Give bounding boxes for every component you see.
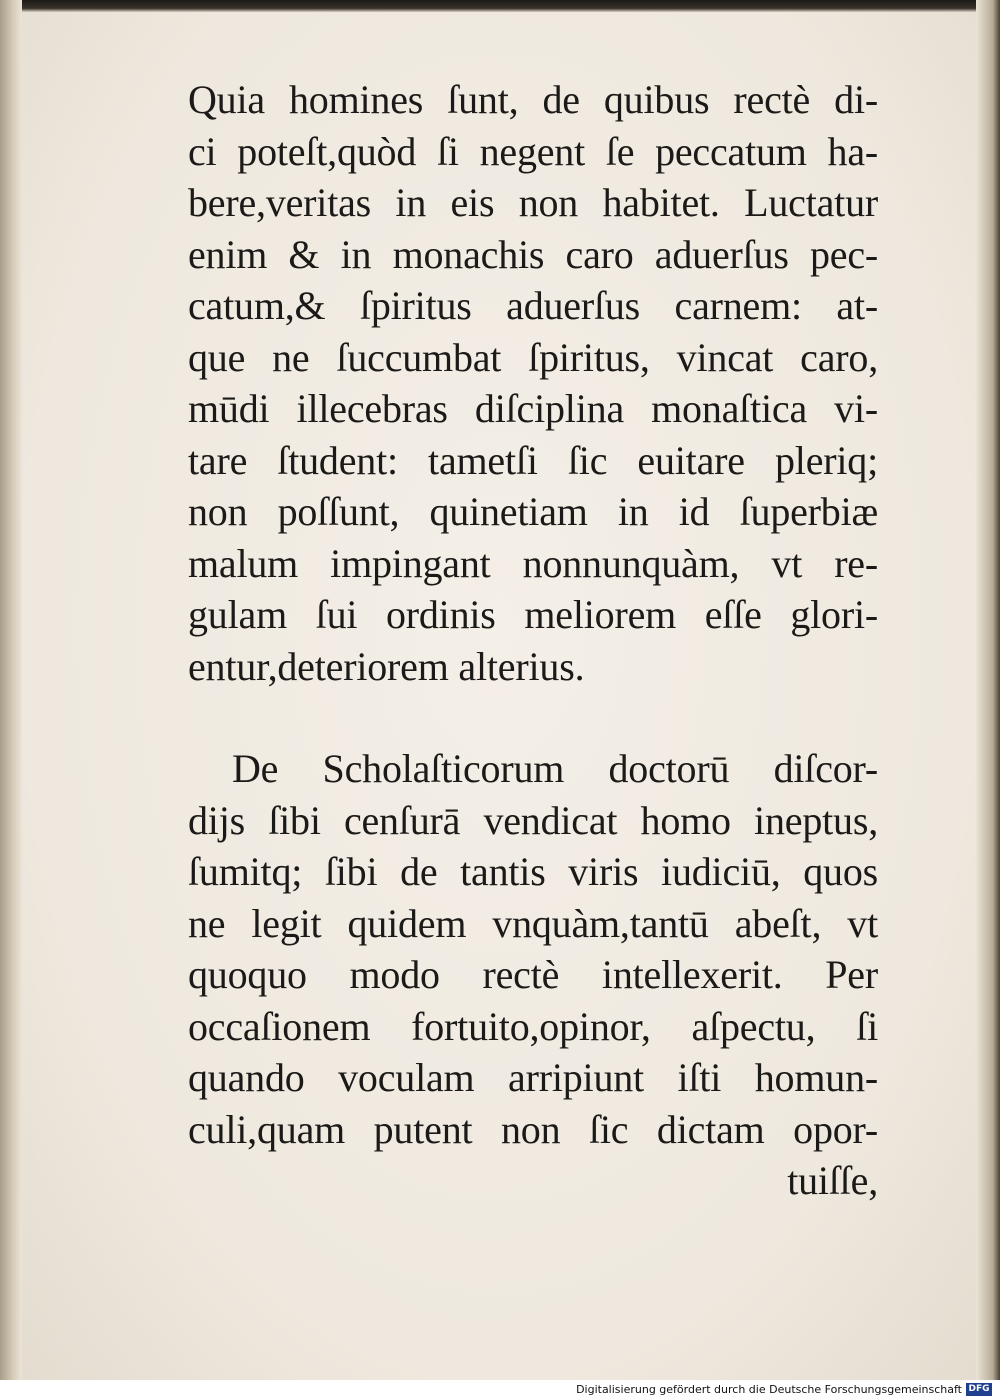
text-line: quoquo modo rectè intellexerit. Per <box>188 952 878 997</box>
text-line: culi,quam putent non ſic dictam opor- <box>188 1106 878 1152</box>
text-line: De Scholaſticorum doctorū diſcor- <box>232 746 878 791</box>
text-line: catum,& ſpiritus aduerſus carnem: at- <box>188 283 878 328</box>
text-line: entur,deteriorem alterius. <box>188 643 585 689</box>
text-line: enim & in monachis caro aduerſus pec- <box>188 231 878 277</box>
funding-credit: Digitalisierung gefördert durch die Deutsche Forschungsgemeinschaft <box>576 1383 962 1396</box>
text-line: gulam ſui ordinis meliorem eſſe glori- <box>188 592 878 637</box>
text-line: quando voculam arripiunt iſti homun- <box>188 1055 878 1100</box>
book-edge-left <box>0 0 22 1380</box>
paragraph-1 <box>188 74 878 692</box>
text-line: tare ſtudent: tametſi ſic euitare pleriq; <box>188 437 878 483</box>
digitization-footer <box>0 1380 1000 1398</box>
text-line: malum impingant nonnunquàm, vt re- <box>188 540 878 586</box>
text-line: occaſionem fortuito,opinor, aſpectu, ſi <box>188 1003 878 1049</box>
paragraph-gap <box>188 692 878 743</box>
text-line: dijs ſibi cenſurā vendicat homo ineptus, <box>188 797 878 843</box>
text-line: non poſſunt, quinetiam in id ſuperbiæ <box>188 489 878 534</box>
text-line: bere,veritas in eis non habitet. Luctatur <box>188 180 878 225</box>
book-edge-right <box>976 0 1000 1380</box>
text-line: Quia homines ſunt, de quibus rectè di- <box>188 77 878 122</box>
body-text <box>188 74 878 1207</box>
text-line: mūdi illecebras diſciplina monaſtica vi- <box>188 386 878 431</box>
paragraph-2 <box>188 743 878 1207</box>
text-line: ſumitq; ſibi de tantis viris iudiciū, quos <box>188 849 878 894</box>
catchword: tuiſſe, <box>787 1158 878 1203</box>
text-line: ne legit quidem vnquàm,tantū abeſt, vt <box>188 900 878 946</box>
text-line: ci poteſt,quòd ſi negent ſe peccatum ha- <box>188 128 878 174</box>
dfg-logo: DFG <box>966 1383 992 1396</box>
text-line: que ne ſuccumbat ſpiritus, vincat caro, <box>188 334 878 380</box>
book-edge-top <box>0 0 1000 12</box>
